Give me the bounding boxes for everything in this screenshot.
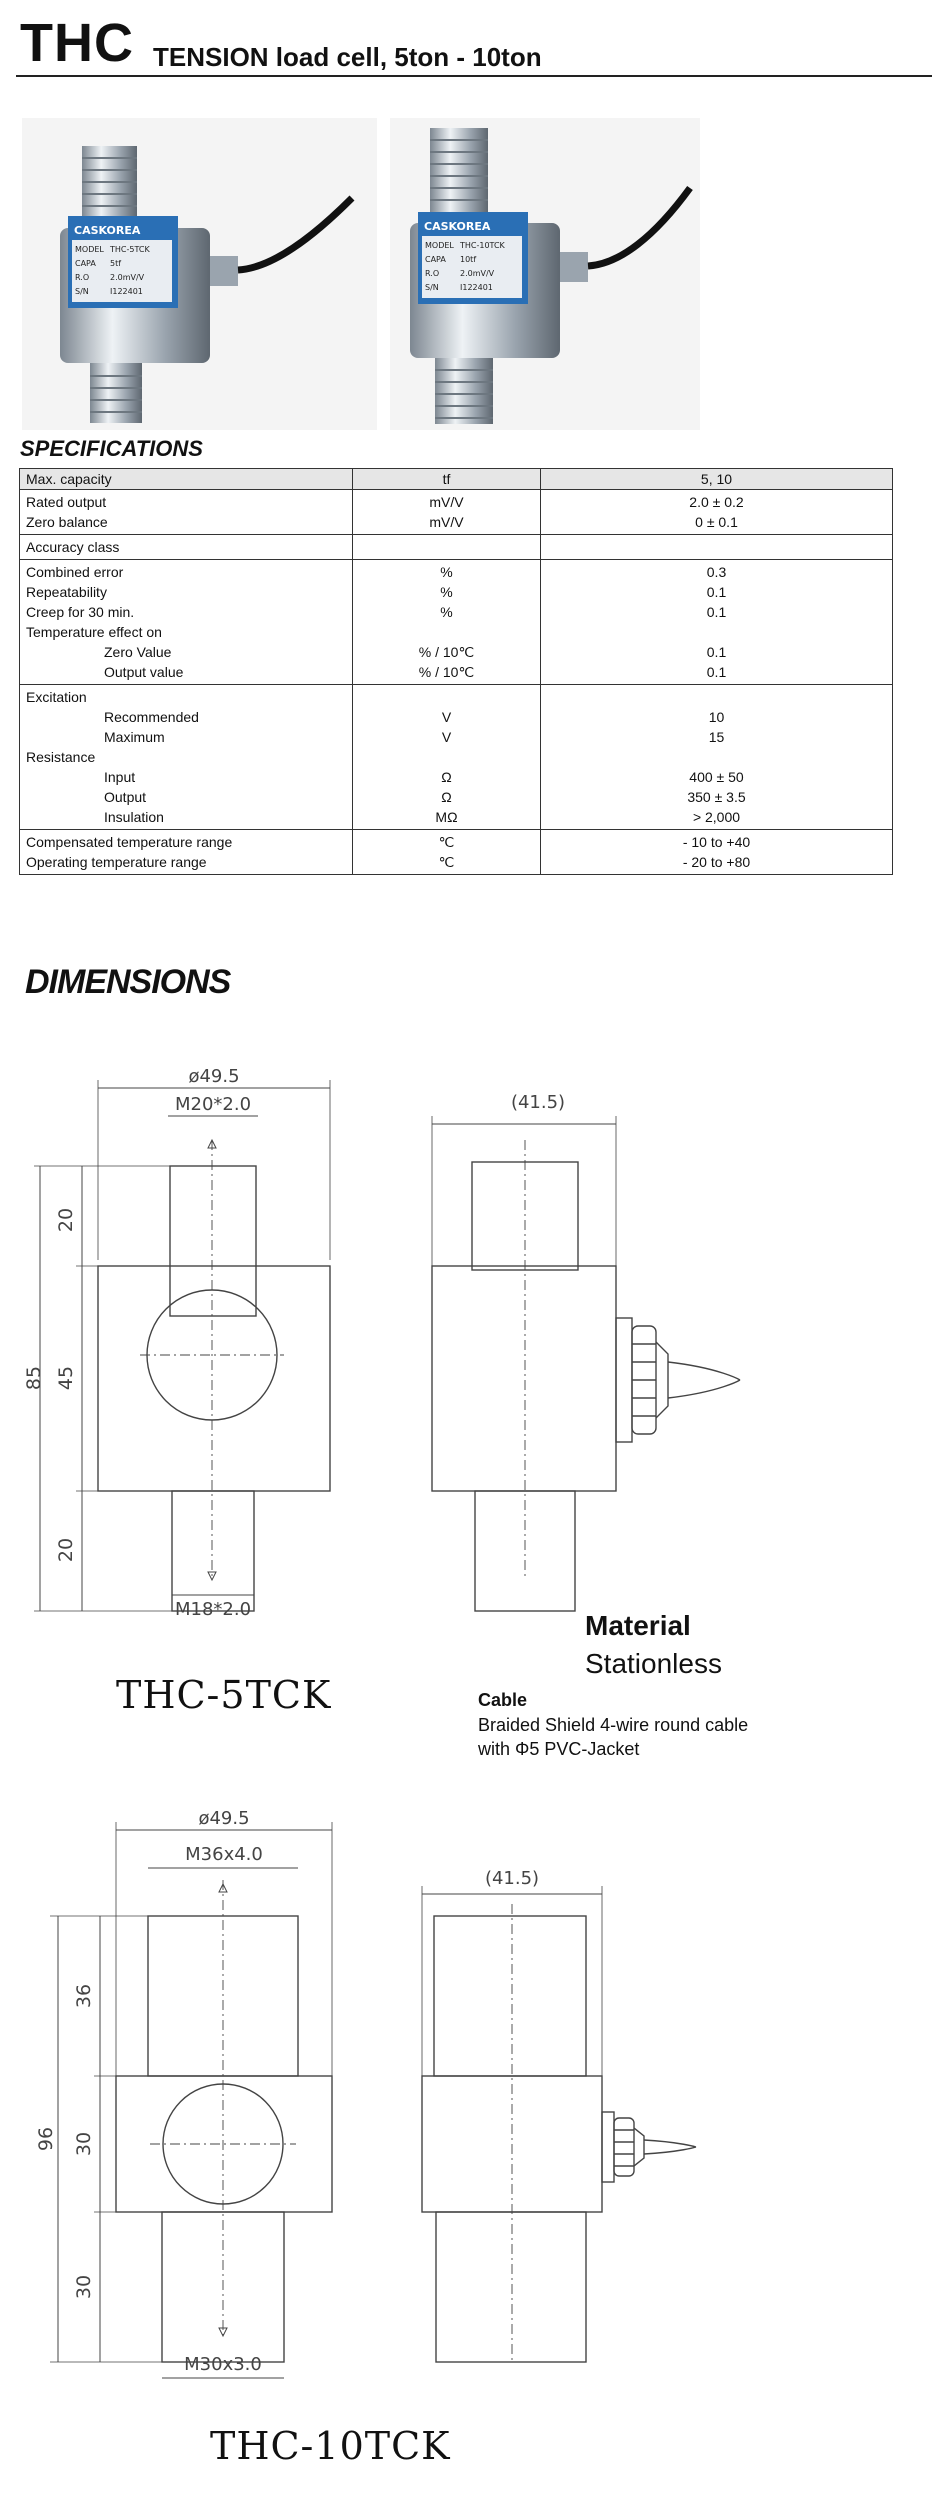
photo-l-k2: R.O [75,273,90,282]
spec-value: 10 [708,709,725,725]
spec-value: 0.1 [706,584,727,600]
spec-name: Zero balance [26,514,108,530]
dim-5t-mid: 45 [55,1365,77,1391]
spec-unit [359,687,534,707]
spec-name: Accuracy class [26,539,120,555]
model-prefix-title: THC [20,13,134,73]
dim-10t-diameter: ø49.5 [198,1808,250,1829]
table-row-group [20,560,893,685]
spec-value [547,747,886,767]
photo-r-k3: S/N [425,283,439,292]
spec-name: Resistance [26,749,96,765]
dim-5t-bottom: 20 [55,1537,77,1563]
spec-name: Rated output [26,494,107,510]
photo-l-v0: THC-5TCK [110,245,150,254]
spec-name: Compensated temperature range [26,834,233,850]
drawing-5t-side [420,1080,760,1560]
cable-line-2: with Φ5 PVC-Jacket [478,1739,640,1759]
material-value: Stationless [585,1648,722,1679]
photo-l-k0: MODEL [75,245,104,254]
spec-unit: V [441,729,452,745]
dim-10t-bottom-thread: M30x3.0 [184,2354,262,2375]
spec-unit: ℃ [438,834,455,850]
dim-5t-bottom-thread: M18*2.0 [174,1599,252,1620]
spec-unit [359,537,534,557]
photo-r-k1: CAPA [425,255,446,264]
spec-value: 15 [708,729,725,745]
model-label-10t: THC-10TCK [210,2424,451,2468]
spec-name: Recommended [104,709,199,725]
spec-unit: tf [353,469,541,490]
dim-10t-top: 36 [73,1983,95,2009]
spec-unit [359,622,534,642]
spec-value: 2.0 ± 0.2 [689,494,744,510]
product-photo-10t [390,118,700,430]
drawing-5t-front [23,1060,350,1620]
spec-value: 0.1 [706,644,727,660]
dim-5t-diameter: ø49.5 [188,1066,240,1087]
spec-name: Output [104,789,147,805]
spec-value: - 20 to +80 [682,854,751,870]
table-row [20,469,893,490]
photo-r-v1: 10tf [460,255,477,264]
spec-unit: % / 10℃ [418,644,475,660]
spec-name: Creep for 30 min. [26,604,135,620]
spec-unit: mV/V [429,494,464,510]
spec-name: Temperature effect on [26,624,162,640]
photo-brand-right: CASKOREA [424,220,491,233]
spec-value: 0.3 [706,564,727,580]
table-row-group [20,490,893,535]
spec-value: 0 ± 0.1 [695,514,738,530]
model-label-5t: THC-5TCK [116,1673,332,1717]
drawing-10t-side [420,1860,740,2360]
spec-value [547,537,886,557]
photo-l-k1: CAPA [75,259,96,268]
photo-r-k0: MODEL [425,241,454,250]
drawing-10t-front [30,1800,350,2380]
product-subtitle: TENSION load cell, 5ton - 10ton [153,42,542,72]
photo-l-v2: 2.0mV/V [110,273,145,282]
dim-5t-total: 85 [23,1365,45,1391]
photo-l-k3: S/N [75,287,89,296]
dim-10t-bottom: 30 [73,2274,95,2300]
specifications-heading: SPECIFICATIONS [20,436,203,461]
dim-10t-side-width: (41.5) [484,1868,540,1889]
dim-5t-side-width: (41.5) [510,1092,566,1113]
dim-10t-mid: 30 [73,2131,95,2157]
spec-value: - 10 to +40 [682,834,751,850]
table-row-group [20,535,893,560]
dim-5t-top-thread: M20*2.0 [174,1094,252,1115]
photo-r-k2: R.O [425,269,440,278]
cable-label: Cable [478,1690,528,1710]
photo-brand-left: CASKOREA [74,224,141,237]
spec-name: Input [104,769,136,785]
spec-name: Output value [104,664,184,680]
spec-unit [359,747,534,767]
table-row-group [20,830,893,875]
spec-value: 0.1 [706,604,727,620]
cable-line-1: Braided Shield 4-wire round cable [478,1715,749,1735]
photo-r-v2: 2.0mV/V [460,269,495,278]
spec-unit: % [440,564,453,580]
spec-value: 5, 10 [541,469,893,490]
spec-value [547,687,886,707]
spec-name: Operating temperature range [26,854,207,870]
spec-unit: % / 10℃ [418,664,475,680]
cable-description [478,1713,808,1761]
dimensions-heading: DIMENSIONS [25,963,231,1001]
photo-r-v0: THC-10TCK [460,241,505,250]
spec-name: Repeatability [26,584,107,600]
spec-value: 0.1 [706,664,727,680]
spec-value: 350 ± 3.5 [687,789,746,805]
spec-name: Insulation [104,809,164,825]
photo-l-v3: I122401 [110,287,143,296]
photo-r-v3: I122401 [460,283,493,292]
spec-name: Combined error [26,564,124,580]
dim-5t-top: 20 [55,1207,77,1233]
spec-unit: mV/V [429,514,464,530]
spec-unit: Ω [441,789,452,805]
spec-unit: MΩ [435,809,458,825]
dim-10t-top-thread: M36x4.0 [185,1844,263,1865]
spec-value: 400 ± 50 [689,769,744,785]
specifications-table [19,468,893,875]
spec-unit: Ω [441,769,452,785]
spec-name: Max. capacity [20,469,353,490]
material-label: Material [585,1610,691,1641]
spec-name: Maximum [104,729,165,745]
table-row-group [20,685,893,830]
product-photo-5t [22,118,377,430]
spec-name: Zero Value [104,644,172,660]
spec-value [547,622,886,642]
dim-10t-total: 96 [35,2126,57,2152]
title-divider [16,75,932,77]
spec-name: Excitation [26,689,87,705]
spec-value: > 2,000 [692,809,741,825]
spec-unit: V [441,709,452,725]
spec-unit: % [440,604,453,620]
spec-unit: % [440,584,453,600]
spec-unit: ℃ [438,854,455,870]
photo-l-v1: 5tf [110,259,122,268]
